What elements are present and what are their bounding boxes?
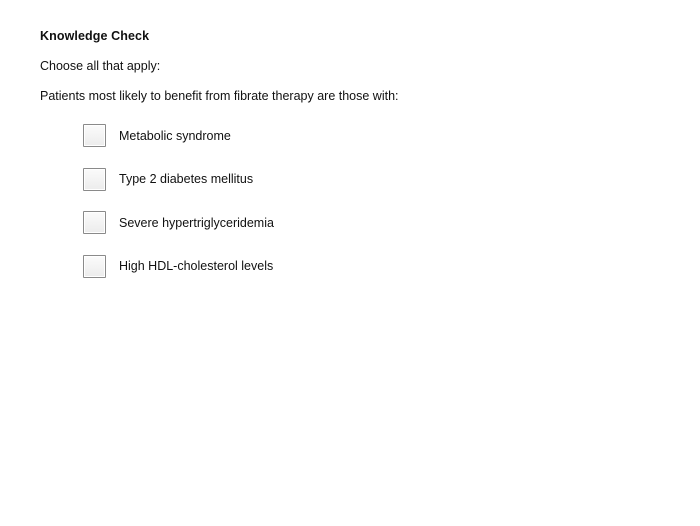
quiz-title: Knowledge Check bbox=[40, 29, 150, 43]
answer-option-metabolic-syndrome[interactable] bbox=[83, 123, 680, 148]
answer-options-list bbox=[83, 123, 680, 279]
answer-option-type-2-diabetes[interactable] bbox=[83, 167, 680, 192]
answer-option-severe-hypertriglyceridemia[interactable] bbox=[83, 210, 680, 235]
answer-checkbox[interactable] bbox=[83, 124, 106, 147]
answer-option-high-hdl-cholesterol[interactable] bbox=[83, 254, 680, 279]
answer-checkbox[interactable] bbox=[83, 211, 106, 234]
quiz-instruction: Choose all that apply: bbox=[40, 59, 161, 73]
answer-option-label: Metabolic syndrome bbox=[119, 128, 231, 143]
answer-checkbox[interactable] bbox=[83, 168, 106, 191]
quiz-question: Patients most likely to benefit from fibrate therapy are those with: bbox=[40, 89, 399, 103]
answer-option-label: High HDL-cholesterol levels bbox=[119, 259, 274, 273]
answer-option-label: Severe hypertriglyceridemia bbox=[119, 215, 274, 230]
answer-checkbox[interactable] bbox=[83, 255, 106, 278]
knowledge-check-panel bbox=[40, 28, 680, 297]
answer-option-label: Type 2 diabetes mellitus bbox=[119, 172, 254, 186]
